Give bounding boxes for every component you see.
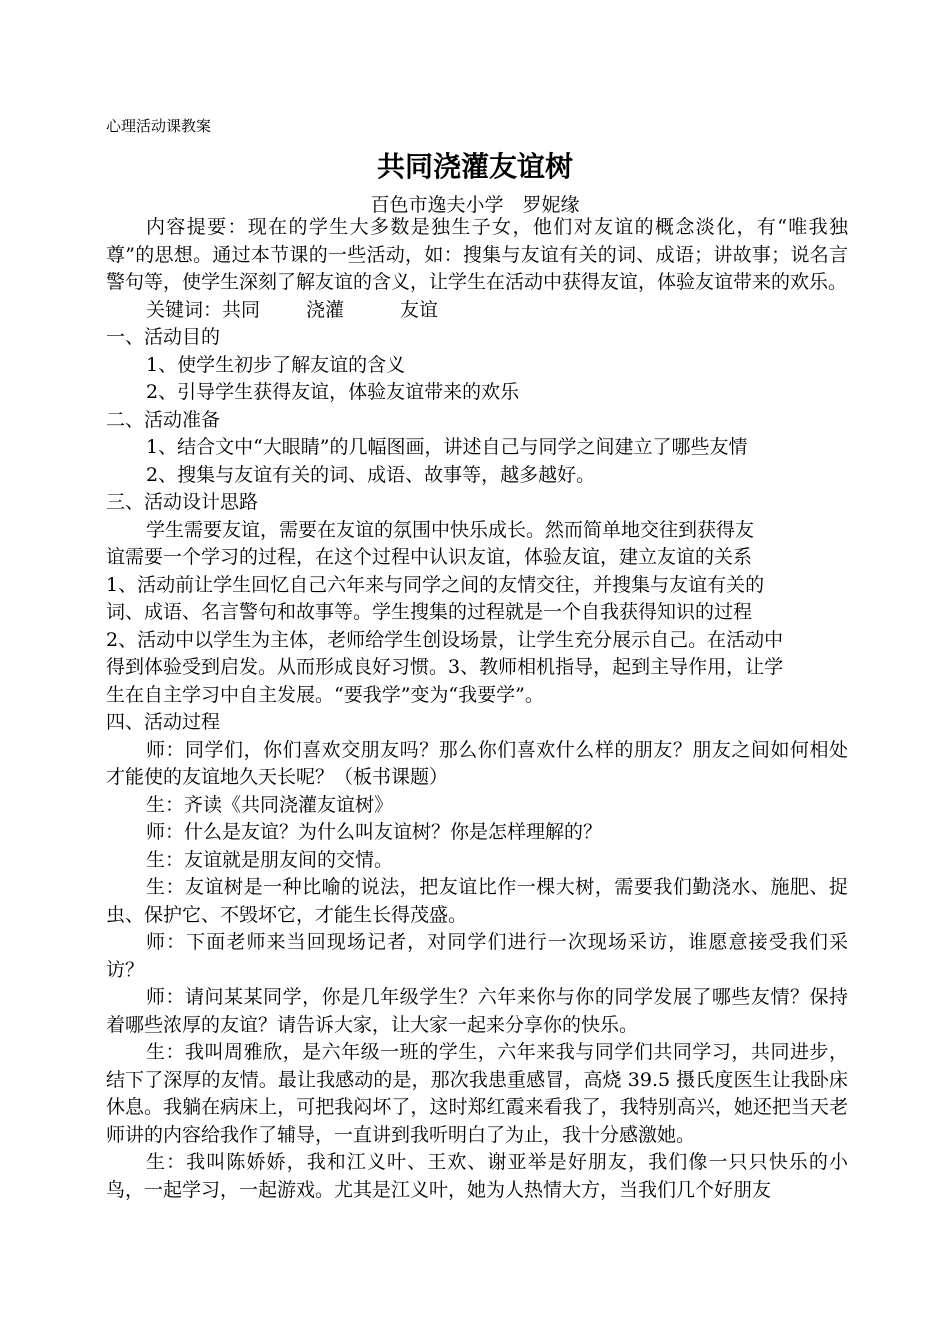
section-3-line: 谊需要一个学习的过程，在这个过程中认识友谊，体验友谊，建立友谊的关系 [106, 546, 753, 568]
dialogue-paragraph: 生：友谊就是朋友间的交情。 [146, 848, 394, 871]
dialogue-paragraph: 生：我叫周雅欣，是六年级一班的学生，六年来我与同学们共同学习，共同进步，结下了深厚的友情。最让我感动的是，那次我患重感冒，高烧 39.5 摄氏度医生让我卧床休息。我躺在病床上，可把我闷坏了，这时郑红霞来看我了，我特别高兴，她还把当天老师讲的内容给我作了辅导，一直讲到我听明白了为止，我十分感激她。 [106, 1041, 848, 1146]
dialogue-paragraph: 师：下面老师来当回现场记者，对同学们进行一次现场采访，谁愿意接受我们采访？ [106, 931, 848, 981]
section-3-line: 生在自主学习中自主发展。“要我学”变为“我要学”。 [106, 683, 544, 706]
section-heading-3: 三、活动设计思路 [106, 491, 259, 513]
document-title: 共同浇灌友谊树 [376, 150, 573, 183]
section-3-line: 学生需要友谊，需要在友谊的氛围中快乐成长。然而简单地交往到获得友 [146, 518, 755, 541]
section-1-item-1: 1、使学生初步了解友谊的含义 [146, 353, 406, 376]
dialogue-paragraph: 生：齐读《共同浇灌友谊树》 [146, 793, 394, 816]
document-header: 心理活动课教案 [106, 117, 212, 135]
dialogue-paragraph: 师：同学们，你们喜欢交朋友吗？那么你们喜欢什么样的朋友？朋友之间如何相处才能使的友谊地久天长呢？（板书课题） [106, 738, 848, 788]
keyword-3: 友谊 [400, 298, 439, 321]
dialogue-paragraph: 师：什么是友谊？为什么叫友谊树？你是怎样理解的？ [146, 821, 603, 843]
section-3-line: 2、活动中以学生为主体，老师给学生创设场景，让学生充分展示自己。在活动中 [106, 628, 784, 651]
section-3-line: 得到体验受到启发。从而形成良好习惯。3、教师相机指导，起到主导作用，让学 [106, 656, 784, 678]
section-1-item-2: 2、引导学生获得友谊，体验友谊带来的欢乐 [146, 381, 520, 403]
section-heading-4: 四、活动过程 [106, 711, 221, 733]
section-heading-1: 一、活动目的 [106, 326, 221, 348]
summary-paragraph: 内容提要：现在的学生大多数是独生子女，他们对友谊的概念淡化，有“唯我独尊”的思想。通过本节课的一些活动，如：搜集与友谊有关的词、成语；讲故事；说名言警句等，使学生深刻了解友谊的含义，让学生在活动中获得友谊，体验友谊带来的欢乐。 [106, 216, 848, 293]
section-2-item-1: 1、结合文中“大眼睛”的几幅图画，讲述自己与同学之间建立了哪些友情 [146, 436, 748, 458]
keyword-2: 浇灌 [306, 298, 345, 321]
keywords-label: 关键词：共同 [146, 298, 261, 321]
author-line: 百色市逸夫小学 罗妮缘 [370, 194, 580, 216]
document-body [106, 214, 848, 1204]
section-2-item-2: 2、搜集与友谊有关的词、成语、故事等，越多越好。 [146, 463, 596, 486]
dialogue-paragraph: 师：请问某某同学，你是几年级学生？六年来你与你的同学发展了哪些友情？保持着哪些浓厚的友谊？请告诉大家，让大家一起来分享你的快乐。 [106, 986, 848, 1036]
dialogue-paragraph: 生：友谊树是一种比喻的说法，把友谊比作一棵大树，需要我们勤浇水、施肥、捉虫、保护它、不毁坏它，才能生长得茂盛。 [106, 876, 848, 926]
dialogue-paragraph: 生：我叫陈娇娇，我和江义叶、王欢、谢亚举是好朋友，我们像一只只快乐的小鸟，一起学习，一起游戏。尤其是江义叶，她为人热情大方，当我们几个好朋友 [106, 1151, 848, 1201]
section-3-line: 词、成语、名言警句和故事等。学生搜集的过程就是一个自我获得知识的过程 [106, 601, 753, 623]
keywords-line [106, 297, 848, 325]
section-3-line: 1、活动前让学生回忆自己六年来与同学之间的友情交往，并搜集与友谊有关的 [106, 573, 765, 596]
section-heading-2: 二、活动准备 [106, 408, 221, 431]
